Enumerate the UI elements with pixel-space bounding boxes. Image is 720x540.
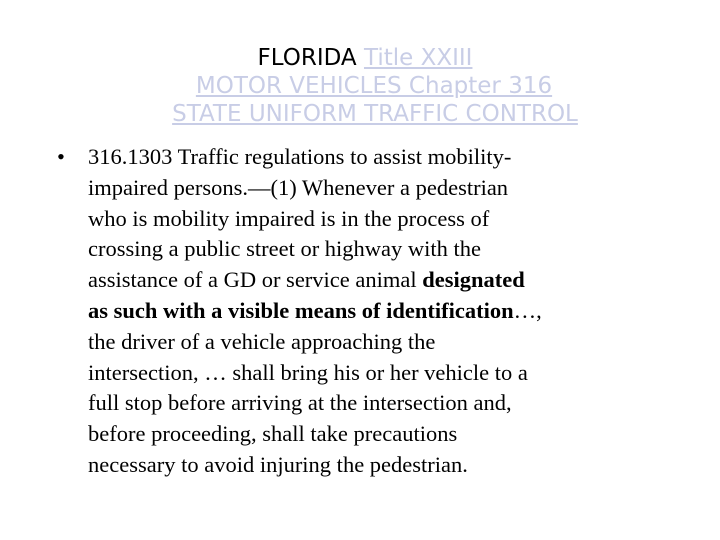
text-line: before proceeding, shall take precautions — [88, 421, 458, 447]
title-link-state-uniform-traffic-control[interactable]: STATE UNIFORM TRAFFIC CONTROL — [172, 101, 578, 127]
text-line: impaired persons.—(1) Whenever a pedestrian — [88, 174, 509, 200]
text-segment: assistance of a GD or service animal — [88, 267, 423, 293]
slide-title — [0, 44, 720, 128]
text-line: 316.1303 Traffic regulations to assist mobility- — [88, 144, 512, 169]
bullet-icon: • — [57, 144, 65, 169]
text-line — [88, 296, 542, 327]
text-line: who is mobility impaired is in the process of — [88, 205, 490, 231]
text-line: necessary to avoid injuring the pedestrian. — [88, 451, 468, 477]
title-link-title-xxiii[interactable]: Title XXIII — [363, 45, 473, 71]
text-line — [88, 265, 542, 296]
title-line-1 — [0, 44, 720, 72]
statute-text — [88, 142, 542, 481]
bold-text-designated: designated — [422, 267, 525, 293]
bold-text-identification: as such with a visible means of identification — [88, 297, 514, 323]
text-segment: …, — [513, 297, 542, 323]
text-line: full stop before arriving at the intersection and, — [88, 390, 512, 416]
title-prefix: FLORIDA — [257, 45, 364, 71]
title-link-motor-vehicles[interactable]: MOTOR VEHICLES Chapter 316 — [195, 73, 553, 99]
text-line: crossing a public street or highway with the — [88, 236, 482, 262]
text-line: intersection, … shall bring his or her vehicle to a — [88, 359, 528, 385]
text-line: the driver of a vehicle approaching the — [88, 328, 436, 354]
